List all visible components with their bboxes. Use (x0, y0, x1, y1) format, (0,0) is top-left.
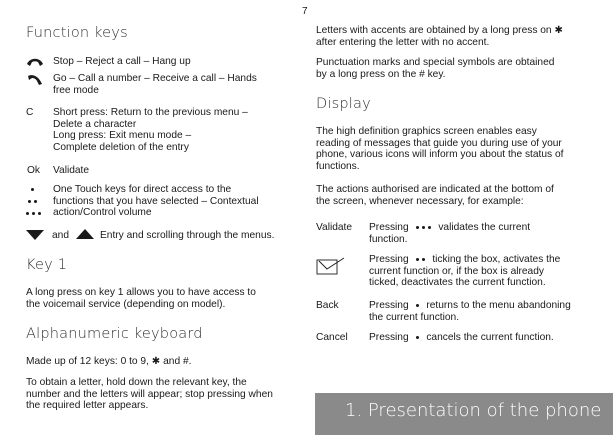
function-key-row-go: Go – Call a number – Receive a call – Hands free mode (26, 73, 298, 97)
alphanumeric-made-up: Made up of 12 keys: 0 to 9, ✱ and #. (26, 356, 192, 367)
hang-up-icon (26, 56, 52, 72)
star-key-icon: ✱ (151, 356, 161, 367)
call-icon (26, 73, 52, 90)
function-key-row-one-touch: One Touch keys for direct access to the functions that you have selected – Contextual action/Control volume (26, 184, 298, 220)
key1-body: A long press on key 1 allows you to have access to the voicemail service (depending on model). (26, 287, 256, 310)
key-symbol-ok: Ok (27, 165, 41, 176)
action-row-back: Back Pressing returns to the menu abandoning the current function. (316, 300, 571, 323)
chapter-title: 1. Presentation of the phone (345, 400, 602, 421)
arrow-up-icon (76, 229, 94, 243)
display-paragraph-2: The actions authorised are indicated at the bottom of the screen, whenever necessary, for example: (316, 184, 554, 207)
arrow-down-icon (26, 230, 44, 244)
function-key-row-stop: Stop – Reject a call – Hang up (26, 56, 298, 68)
one-dot-key-icon (414, 304, 420, 307)
accents-paragraph: Letters with accents are obtained by a long press on ✱ after entering the letter with no accent. (316, 25, 563, 48)
three-dots-key-icon (414, 226, 432, 229)
action-row-cancel: Cancel Pressing cancels the current function. (316, 332, 554, 343)
chapter-banner (315, 393, 613, 435)
alphanumeric-body: To obtain a letter, hold down the relevant key, the number and the letters will appear; stop pressing when the required letter appears. (26, 377, 273, 412)
scroll-keys-row: and Entry and scrolling through the menus. (26, 229, 298, 243)
function-keys-heading: Function keys (26, 25, 128, 41)
checkbox-tick-icon (316, 257, 368, 279)
key-symbol-c: C (26, 107, 34, 118)
display-paragraph-1: The high definition graphics screen enables easy reading of messages that guide you during use of your phone, various icons will inform you about the status of functions. (316, 126, 564, 172)
star-key-icon: ✱ (554, 25, 563, 36)
punctuation-paragraph: Punctuation marks and special symbols are obtained by a long press on the # key. (316, 57, 555, 80)
display-heading: Display (316, 96, 371, 112)
function-key-row-ok: Ok Validate (27, 165, 90, 176)
function-key-row-c: C Short press: Return to the previous menu – Delete a character Long press: Exit menu mode – Complete deletion of the entry (26, 107, 248, 153)
key1-heading: Key 1 (26, 257, 68, 273)
page-number: 7 (302, 6, 308, 17)
action-row-validate: Validate Pressing validates the current function. (316, 222, 531, 245)
one-dot-key-icon (414, 336, 420, 339)
alphanumeric-heading: Alphanumeric keyboard (26, 326, 203, 342)
two-dots-key-icon (414, 258, 426, 261)
action-row-checkbox: Pressing ticking the box, activates the current function or, if the box is already ticked, deactivates the current function. (316, 254, 602, 290)
